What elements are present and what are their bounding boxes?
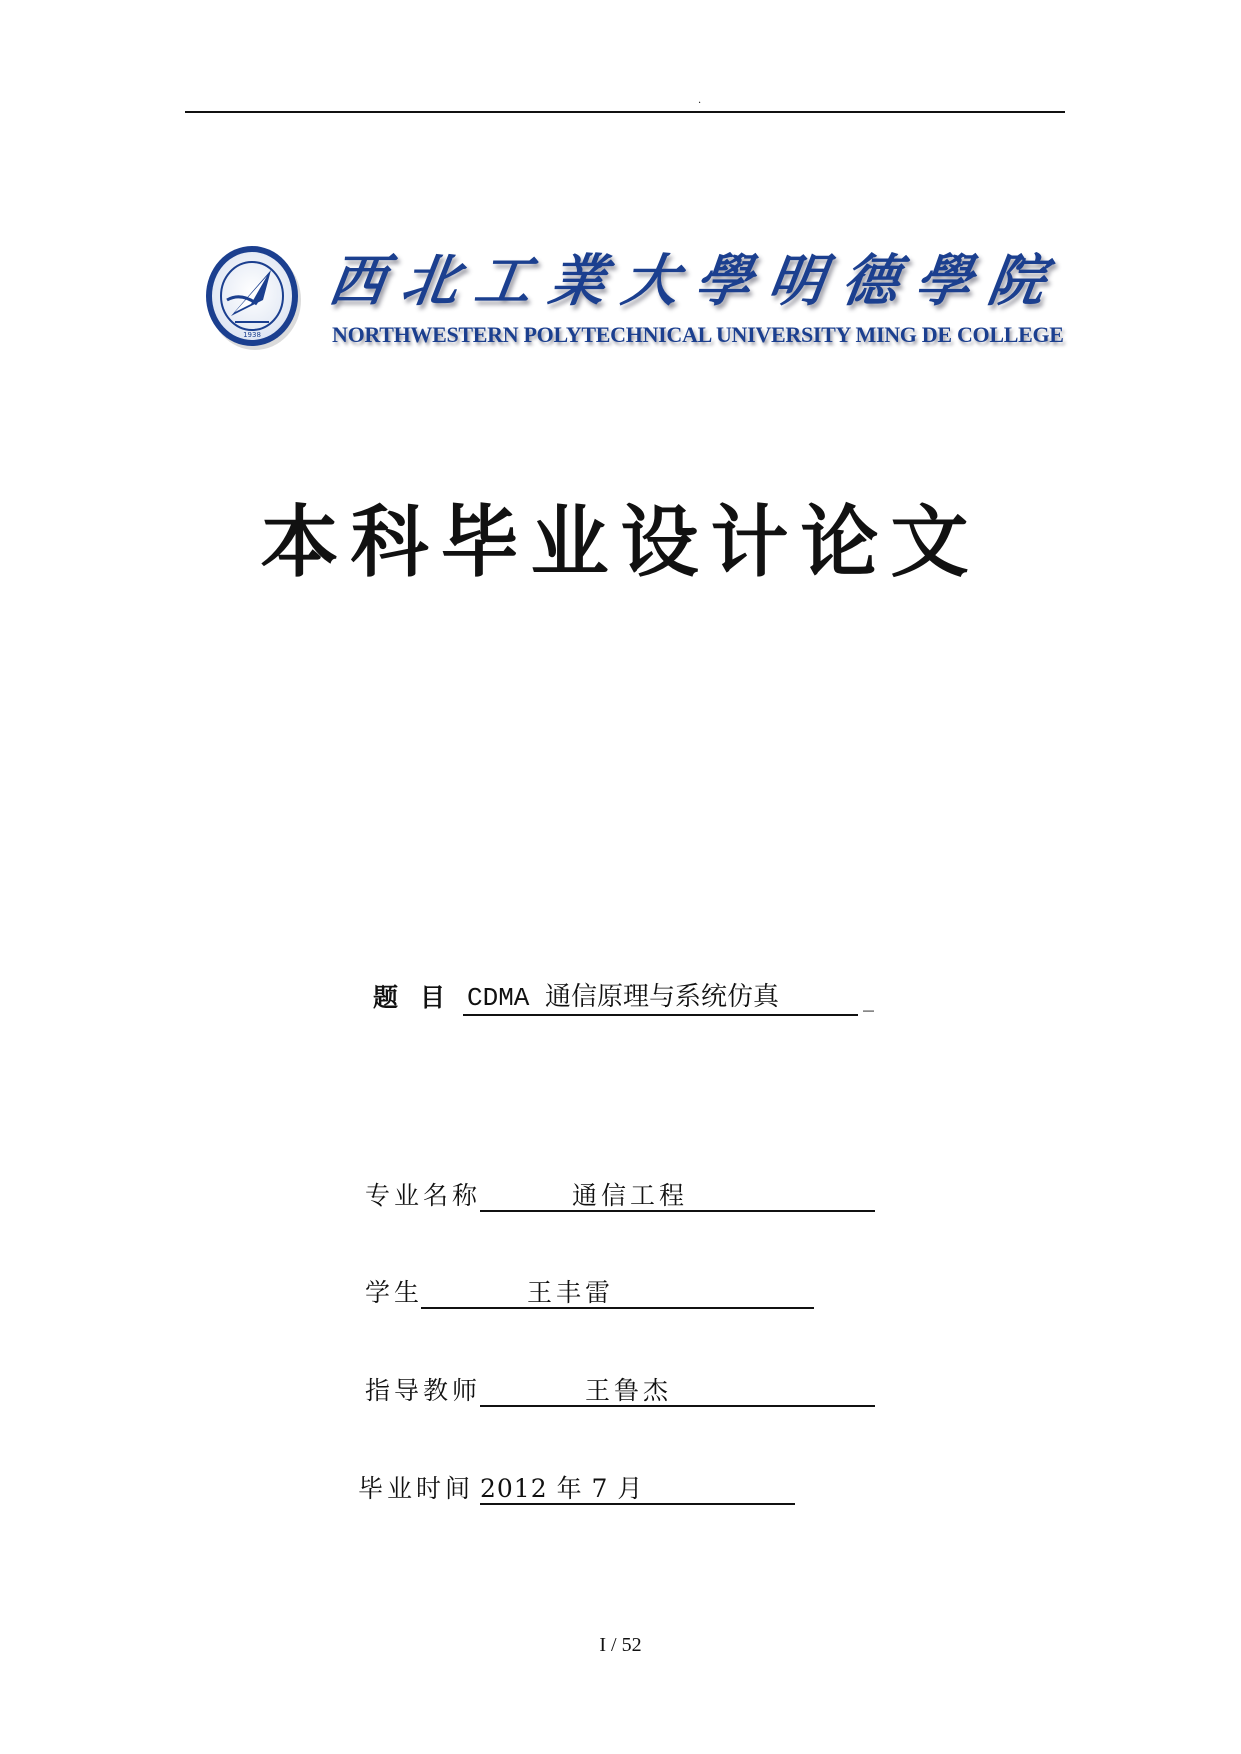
- date-field: [358, 1473, 644, 1505]
- student-label: 学生: [365, 1278, 424, 1307]
- major-field: [365, 1180, 689, 1212]
- advisor-field: [365, 1375, 673, 1407]
- page-number: I / 52: [599, 1634, 642, 1656]
- logo-char: 工: [471, 248, 537, 314]
- college-name-en: NORTHWESTERN POLYTECHNICAL UNIVERSITY MING DE COLLEGE: [332, 322, 1064, 347]
- logo-char: 學: [690, 248, 757, 314]
- advisor-value-line: [480, 1375, 875, 1407]
- topic-value-line: [463, 982, 858, 1016]
- student-value-line: [421, 1277, 814, 1309]
- header-rule: [185, 111, 1065, 113]
- logo-char: 明: [764, 248, 830, 314]
- university-seal-icon: [205, 242, 301, 352]
- advisor-label: 指导教师: [365, 1376, 482, 1405]
- college-logo: [205, 242, 1064, 358]
- major-value: 通信工程: [572, 1181, 689, 1210]
- topic-label: 题 目: [373, 983, 446, 1012]
- logo-char: 院: [983, 248, 1050, 314]
- student-field: [365, 1277, 615, 1309]
- college-name-cn: [324, 242, 1050, 314]
- logo-char: 北: [398, 248, 464, 314]
- topic-field: [373, 982, 874, 1014]
- logo-char: 西: [324, 248, 391, 314]
- student-value: 王丰雷: [527, 1278, 615, 1307]
- date-value: 2012 年 7 月: [480, 1474, 644, 1503]
- document-title: 本科毕业设计论文: [260, 498, 981, 588]
- logo-char: 大: [617, 248, 683, 314]
- topic-value: CDMA 通信原理与系统仿真: [467, 983, 780, 1013]
- logo-char: 德: [837, 248, 903, 314]
- major-value-line: [480, 1180, 875, 1212]
- logo-char: 業: [544, 248, 610, 314]
- topic-tail: _: [863, 987, 874, 1012]
- major-label: 专业名称: [365, 1181, 482, 1210]
- logo-char: 學: [910, 248, 976, 314]
- date-label: 毕业时间: [358, 1474, 475, 1503]
- date-value-line: [480, 1473, 795, 1505]
- header-mark: .: [698, 95, 702, 106]
- seal-year: 1938: [243, 331, 261, 339]
- advisor-value: 王鲁杰: [585, 1376, 673, 1405]
